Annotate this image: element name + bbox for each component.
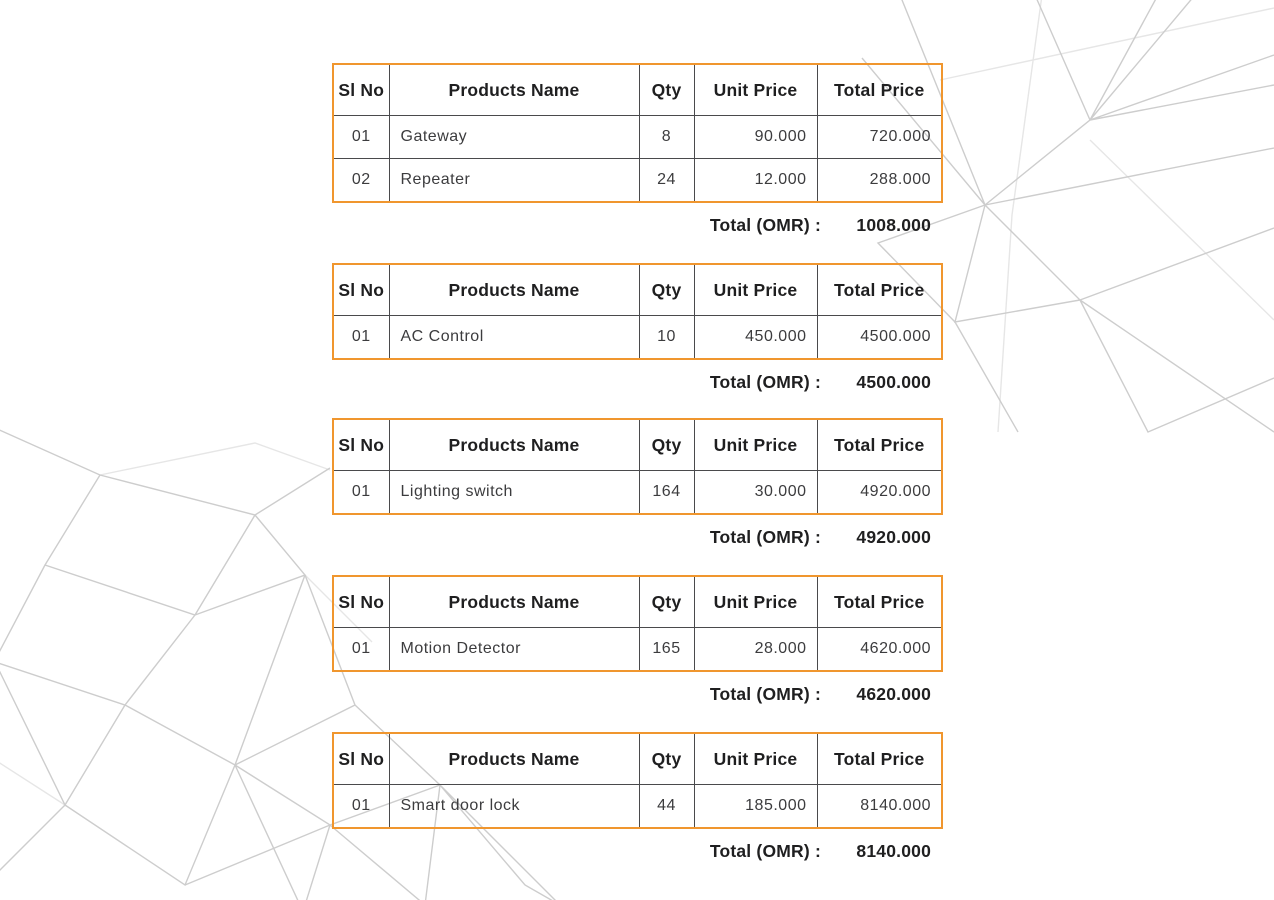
header-sl-no: Sl No <box>333 733 389 785</box>
cell-qty: 24 <box>639 159 694 203</box>
cell-total-price: 4500.000 <box>817 316 942 360</box>
table-row <box>333 316 942 360</box>
header-sl-no: Sl No <box>333 64 389 116</box>
header-unit-price: Unit Price <box>694 733 817 785</box>
table-total <box>332 212 941 239</box>
header-unit-price: Unit Price <box>694 576 817 628</box>
table-header-row <box>333 419 942 471</box>
cell-qty: 8 <box>639 116 694 159</box>
cell-total-price: 4920.000 <box>817 471 942 515</box>
table-header-row <box>333 64 942 116</box>
cell-product-name: Gateway <box>389 116 639 159</box>
header-qty: Qty <box>639 733 694 785</box>
cell-qty: 44 <box>639 785 694 829</box>
cell-unit-price: 90.000 <box>694 116 817 159</box>
quote-table-group-2 <box>332 263 941 396</box>
table-total <box>332 524 941 551</box>
quote-table-group-5 <box>332 732 941 865</box>
header-unit-price: Unit Price <box>694 419 817 471</box>
cell-unit-price: 185.000 <box>694 785 817 829</box>
header-products-name: Products Name <box>389 419 639 471</box>
cell-unit-price: 28.000 <box>694 628 817 672</box>
header-total-price: Total Price <box>817 733 942 785</box>
header-qty: Qty <box>639 576 694 628</box>
header-unit-price: Unit Price <box>694 64 817 116</box>
quote-table-group-1 <box>332 63 941 239</box>
total-value: 8140.000 <box>856 841 931 861</box>
quote-table-group-4 <box>332 575 941 708</box>
header-total-price: Total Price <box>817 419 942 471</box>
quote-table-group-3 <box>332 418 941 551</box>
cell-sl-no: 01 <box>333 785 389 829</box>
header-qty: Qty <box>639 64 694 116</box>
total-value: 4500.000 <box>856 372 931 392</box>
total-value: 4920.000 <box>856 527 931 547</box>
table-row <box>333 471 942 515</box>
header-total-price: Total Price <box>817 64 942 116</box>
cell-product-name: Repeater <box>389 159 639 203</box>
total-label: Total (OMR) : <box>709 215 821 235</box>
header-products-name: Products Name <box>389 64 639 116</box>
header-total-price: Total Price <box>817 264 942 316</box>
header-unit-price: Unit Price <box>694 264 817 316</box>
cell-sl-no: 01 <box>333 471 389 515</box>
header-products-name: Products Name <box>389 264 639 316</box>
header-sl-no: Sl No <box>333 419 389 471</box>
header-sl-no: Sl No <box>333 264 389 316</box>
total-label: Total (OMR) : <box>709 527 821 547</box>
table-total <box>332 838 941 865</box>
total-label: Total (OMR) : <box>709 684 821 704</box>
table-row <box>333 159 942 203</box>
cell-unit-price: 12.000 <box>694 159 817 203</box>
header-sl-no: Sl No <box>333 576 389 628</box>
quote-table-5 <box>332 732 943 829</box>
table-header-row <box>333 264 942 316</box>
cell-total-price: 8140.000 <box>817 785 942 829</box>
cell-sl-no: 01 <box>333 628 389 672</box>
total-value: 1008.000 <box>856 215 931 235</box>
cell-total-price: 720.000 <box>817 116 942 159</box>
cell-product-name: Motion Detector <box>389 628 639 672</box>
cell-sl-no: 02 <box>333 159 389 203</box>
total-label: Total (OMR) : <box>709 372 821 392</box>
header-products-name: Products Name <box>389 733 639 785</box>
quote-table-1 <box>332 63 943 203</box>
quote-table-4 <box>332 575 943 672</box>
cell-sl-no: 01 <box>333 116 389 159</box>
cell-product-name: AC Control <box>389 316 639 360</box>
total-label: Total (OMR) : <box>709 841 821 861</box>
cell-sl-no: 01 <box>333 316 389 360</box>
table-header-row <box>333 733 942 785</box>
quote-table-2 <box>332 263 943 360</box>
table-row <box>333 116 942 159</box>
cell-qty: 164 <box>639 471 694 515</box>
cell-total-price: 4620.000 <box>817 628 942 672</box>
cell-qty: 10 <box>639 316 694 360</box>
total-value: 4620.000 <box>856 684 931 704</box>
table-header-row <box>333 576 942 628</box>
header-qty: Qty <box>639 264 694 316</box>
table-total <box>332 369 941 396</box>
cell-total-price: 288.000 <box>817 159 942 203</box>
cell-qty: 165 <box>639 628 694 672</box>
table-row <box>333 628 942 672</box>
cell-product-name: Smart door lock <box>389 785 639 829</box>
quote-table-3 <box>332 418 943 515</box>
header-qty: Qty <box>639 419 694 471</box>
cell-product-name: Lighting switch <box>389 471 639 515</box>
header-total-price: Total Price <box>817 576 942 628</box>
header-products-name: Products Name <box>389 576 639 628</box>
table-row <box>333 785 942 829</box>
cell-unit-price: 450.000 <box>694 316 817 360</box>
cell-unit-price: 30.000 <box>694 471 817 515</box>
table-total <box>332 681 941 708</box>
